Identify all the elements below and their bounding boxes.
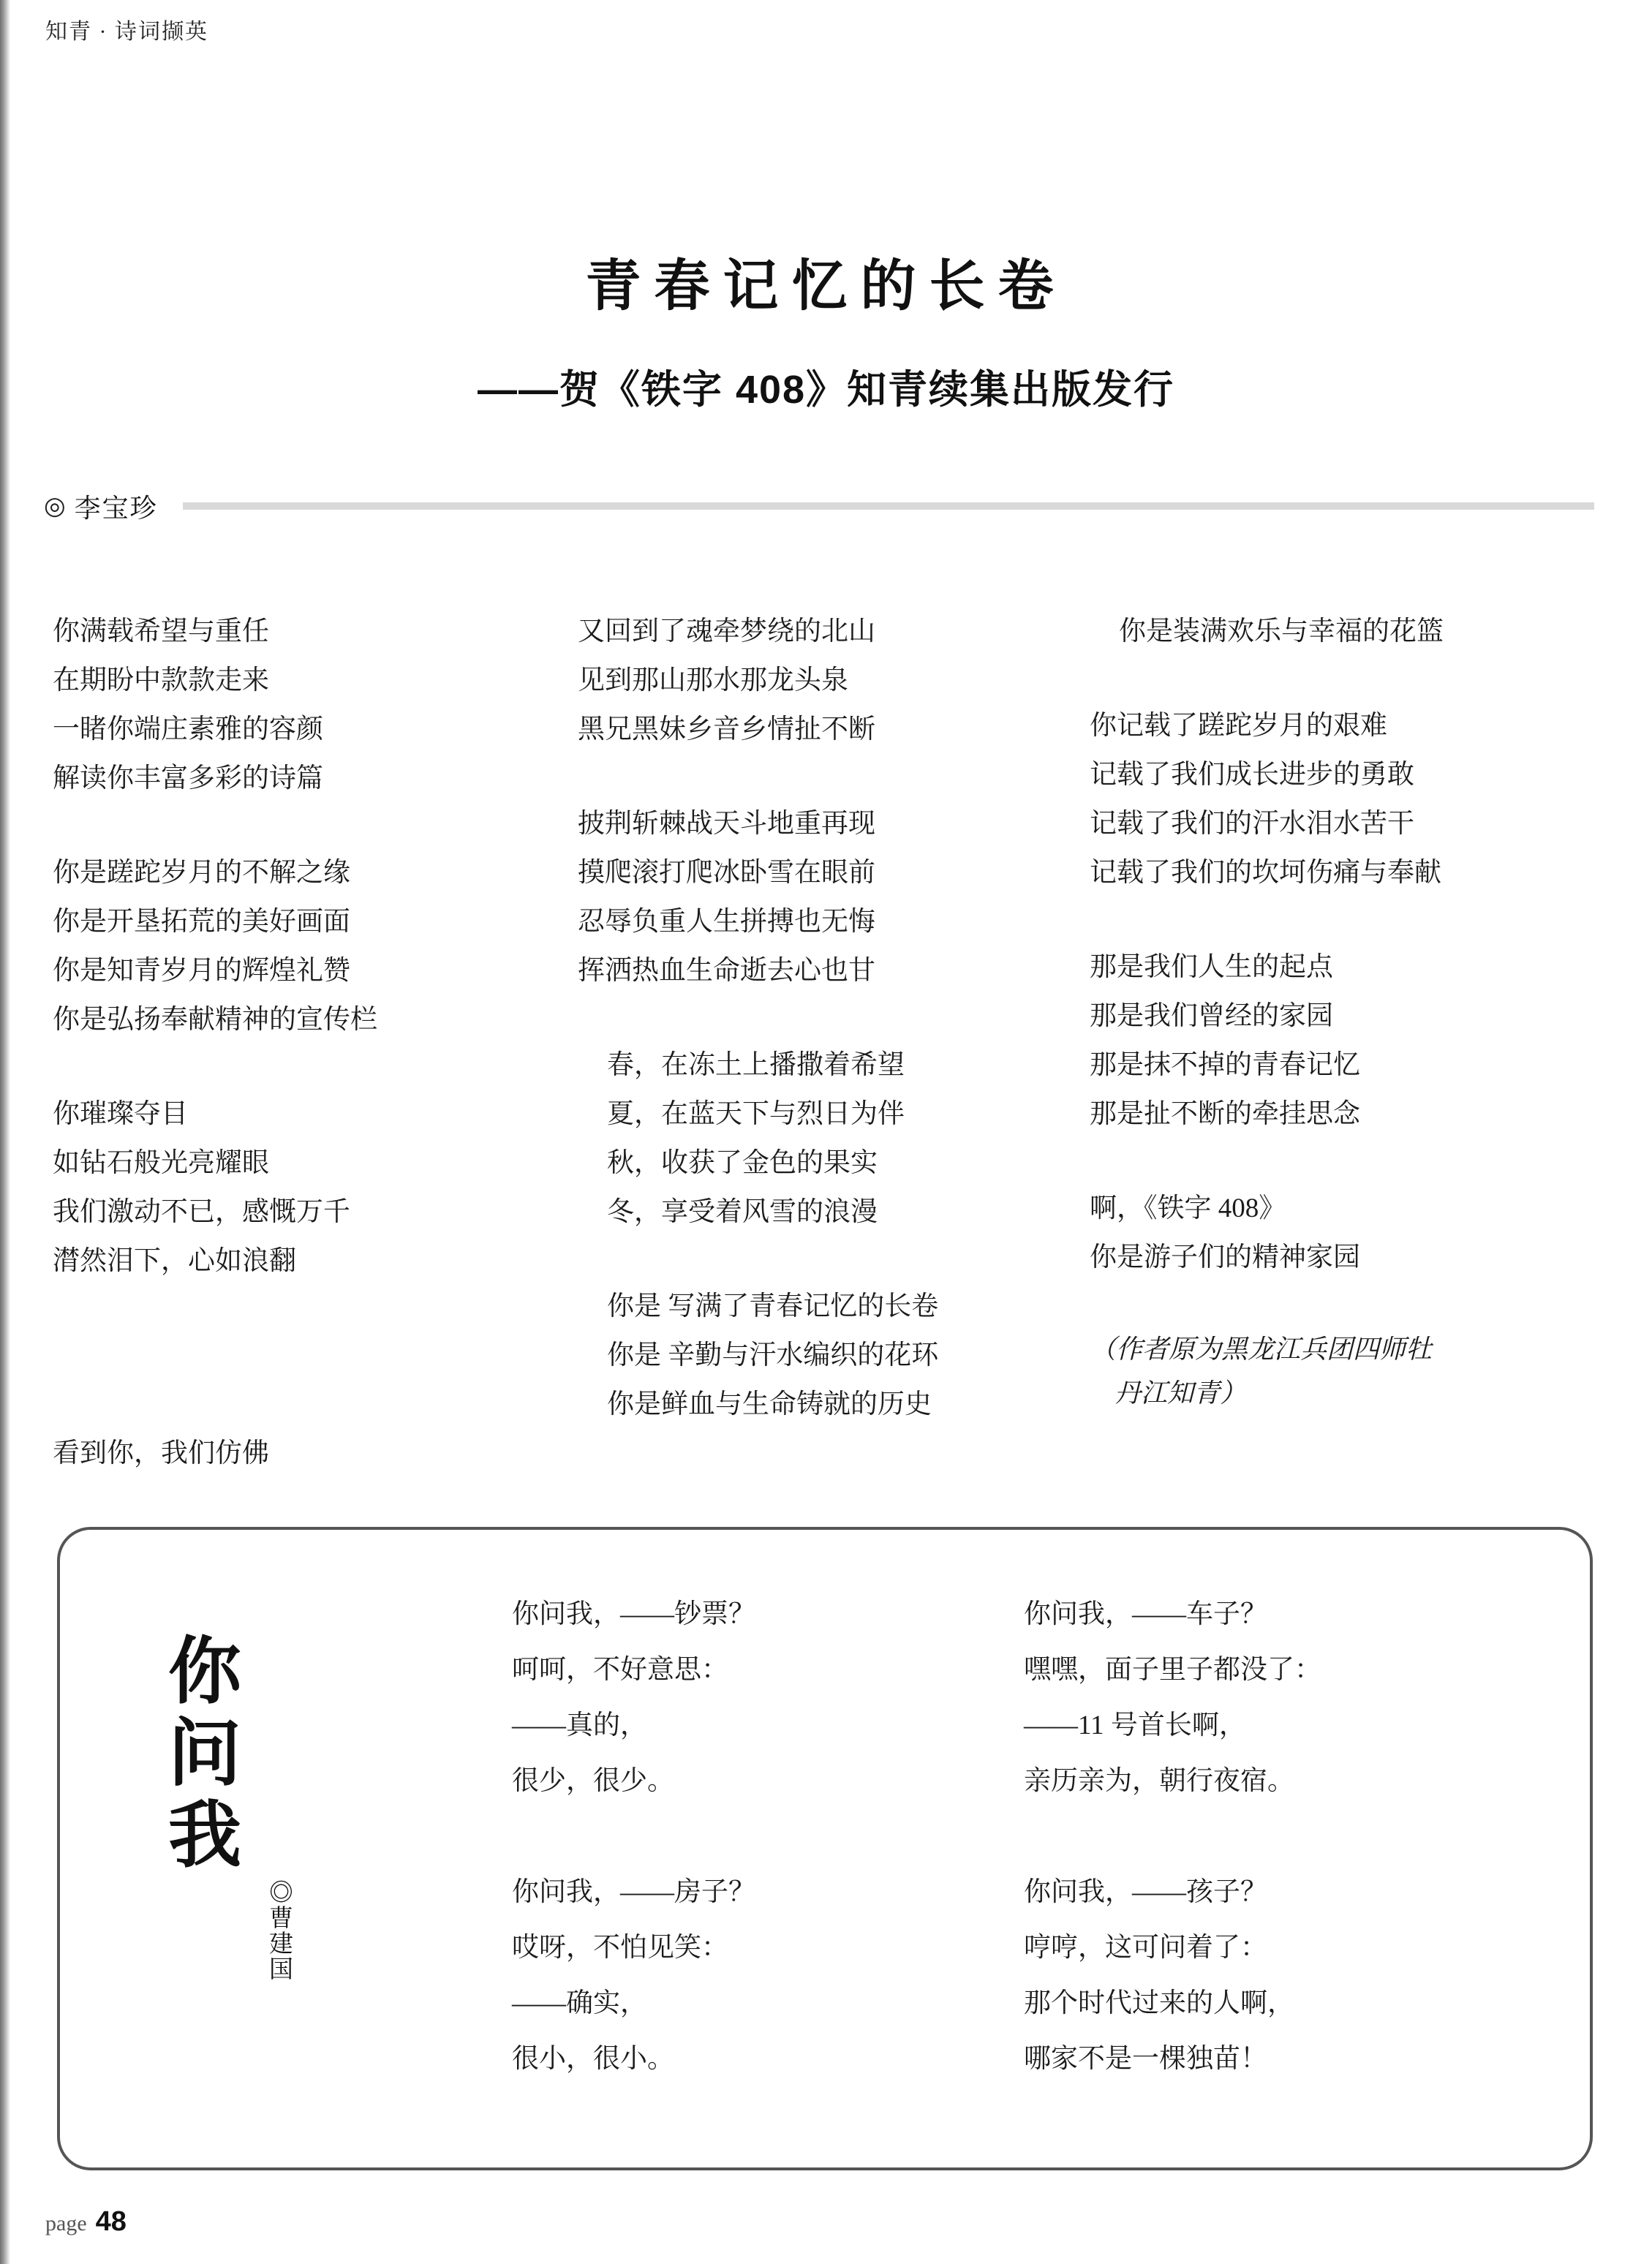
poem-line: 那是抹不掉的青春记忆: [1090, 1050, 1360, 1080]
running-head: 知青 · 诗词撷英: [45, 20, 208, 44]
boxed-poem-body: [512, 1587, 1536, 2087]
poem-column-2: [563, 607, 1082, 1478]
poem-line: ——11 号首长啊，: [1024, 1710, 1246, 1740]
poem-line: 你满载希望与重任: [53, 616, 269, 646]
poem-line: 你是知青岁月的辉煌礼赞: [53, 956, 350, 986]
poem-line: ——真的，: [512, 1710, 647, 1740]
poem-line: 你是鲜血与生命铸就的历史: [607, 1389, 932, 1419]
poem-line: 摸爬滚打爬冰卧雪在眼前: [578, 858, 875, 888]
poem-body: [44, 607, 1602, 1478]
stanza: [512, 1587, 1024, 1809]
poem-line: 你是 写满了青春记忆的长卷: [607, 1291, 939, 1321]
stanza: [53, 848, 563, 1044]
page-number: 48: [95, 2206, 127, 2237]
stanza: [1090, 1184, 1602, 1282]
poem-line: 挥洒热血生命逝去心也甘: [578, 956, 875, 986]
stanza: [512, 1865, 1024, 2087]
author-note-line: （作者原为黑龙江兵团四师牡: [1090, 1335, 1433, 1364]
poem-line: 亲历亲为，朝行夜宿。: [1024, 1766, 1294, 1796]
poem-line: 那是扯不断的牵挂思念: [1090, 1099, 1360, 1129]
poem-line: 你是开垦拓荒的美好画面: [53, 907, 350, 937]
poem-column-1: [44, 607, 563, 1478]
page-title: 青春记忆的长卷: [585, 255, 1067, 317]
stanza-spacer: [512, 1809, 1024, 1865]
boxed-poem-author: [257, 1879, 293, 1982]
poem-line: 春，在冻土上播撒着希望: [607, 1050, 905, 1080]
poem-line: 黑兄黑妹乡音乡情扯不断: [578, 714, 875, 744]
byline-author: 李宝珍: [74, 493, 158, 523]
poem-line: 记载了我们的坎坷伤痛与奉献: [1090, 858, 1441, 888]
poem-line: 你问我，——房子？: [512, 1877, 755, 1907]
boxed-poem-column-1: [512, 1587, 1024, 2087]
poem-line: 你是游子们的精神家园: [1090, 1242, 1360, 1272]
poem-line: 你是蹉跎岁月的不解之缘: [53, 858, 350, 888]
boxed-poem-author-mark-icon: ◎: [265, 1879, 292, 1905]
poem-line: 披荆斩棘战天斗地重再现: [578, 809, 875, 839]
page-footer: [45, 2206, 127, 2238]
stanza: [53, 1429, 563, 1478]
stanza: [1090, 701, 1602, 897]
stanza: [578, 1282, 1082, 1429]
poem-line: 你记载了蹉跎岁月的艰难: [1090, 711, 1387, 741]
author-note-line: 丹江知青）: [1114, 1378, 1247, 1408]
poem-line: 嘿嘿，面子里子都没了：: [1024, 1655, 1321, 1685]
stanza: [578, 607, 1082, 754]
stanza: [53, 607, 563, 803]
poem-line: 记载了我们的汗水泪水苦干: [1090, 809, 1414, 839]
poem-line: 见到那山那水那龙头泉: [578, 665, 848, 695]
poem-line: 啊，《铁字 408》: [1090, 1193, 1286, 1223]
poem-line: 你是弘扬奉献精神的宣传栏: [53, 1005, 377, 1035]
boxed-poem-author-name: 曹建国: [265, 1905, 292, 1982]
stanza-spacer: [1024, 1809, 1536, 1865]
stanza: [53, 1090, 563, 1286]
poem-line: 夏，在蓝天下与烈日为伴: [607, 1099, 905, 1129]
stanza: [1090, 607, 1602, 656]
poem-line: 一睹你端庄素雅的容颜: [53, 714, 323, 744]
stanza-spacer: [53, 1331, 563, 1429]
poem-line: 潸然泪下，心如浪翻: [53, 1246, 296, 1276]
poem-line: 那个时代过来的人啊，: [1024, 1988, 1294, 2018]
poem-line: 你问我，——钞票？: [512, 1599, 755, 1629]
stanza: [578, 1041, 1082, 1237]
poem-line: 呵呵，不好意思：: [512, 1655, 728, 1685]
poem-line: 如钻石般光亮耀眼: [53, 1148, 269, 1178]
poem-line: 你是装满欢乐与幸福的花篮: [1119, 616, 1444, 646]
stanza: [1090, 943, 1602, 1139]
poem-line: 解读你丰富多彩的诗篇: [53, 763, 323, 793]
poem-line: 那是我们人生的起点: [1090, 952, 1333, 982]
poem-line: 你璀璨夺目: [53, 1099, 188, 1129]
poem-line: 秋，收获了金色的果实: [607, 1148, 878, 1178]
poem-line: 很小，很小。: [512, 2044, 674, 2074]
page-edge-shadow: [0, 0, 10, 2264]
byline: [44, 491, 1594, 521]
poem-line: 很少，很少。: [512, 1766, 674, 1796]
stanza: [1024, 1865, 1536, 2087]
poem-line: 你问我，——孩子？: [1024, 1877, 1267, 1907]
byline-mark-icon: ◎: [44, 492, 66, 520]
poem-line: 记载了我们成长进步的勇敢: [1090, 760, 1414, 790]
poem-line: 冬，享受着风雪的浪漫: [607, 1197, 878, 1227]
poem-line: 哪家不是一棵独苗！: [1024, 2044, 1267, 2074]
poem-line: 哎呀，不怕见笑：: [512, 1933, 728, 1963]
poem-line: 在期盼中款款走来: [53, 665, 269, 695]
byline-divider: [183, 502, 1594, 510]
page-subtitle: ——贺《铁字 408》知青续集出版发行: [477, 368, 1175, 412]
author-note: [1090, 1327, 1602, 1415]
stanza: [578, 799, 1082, 995]
stanza: [1024, 1587, 1536, 1809]
poem-line: 看到你，我们仿佛: [53, 1438, 269, 1468]
page-label: page: [45, 2211, 87, 2235]
poem-line: ——确实，: [512, 1988, 647, 2018]
poem-line: 我们激动不已，感慨万千: [53, 1197, 350, 1227]
poem-line: 忍辱负重人生拼搏也无悔: [578, 907, 875, 937]
poem-line: 你问我，——车子？: [1024, 1599, 1267, 1629]
boxed-poem-title: 你问我: [168, 1631, 241, 1876]
poem-line: 你是 辛勤与汗水编织的花环: [607, 1340, 939, 1370]
poem-line: 那是我们曾经的家园: [1090, 1001, 1333, 1031]
poem-column-3: [1082, 607, 1602, 1478]
boxed-poem-column-2: [1024, 1587, 1536, 2087]
poem-line: 又回到了魂牵梦绕的北山: [578, 616, 875, 646]
poem-line: 哼哼，这可问着了：: [1024, 1933, 1267, 1963]
